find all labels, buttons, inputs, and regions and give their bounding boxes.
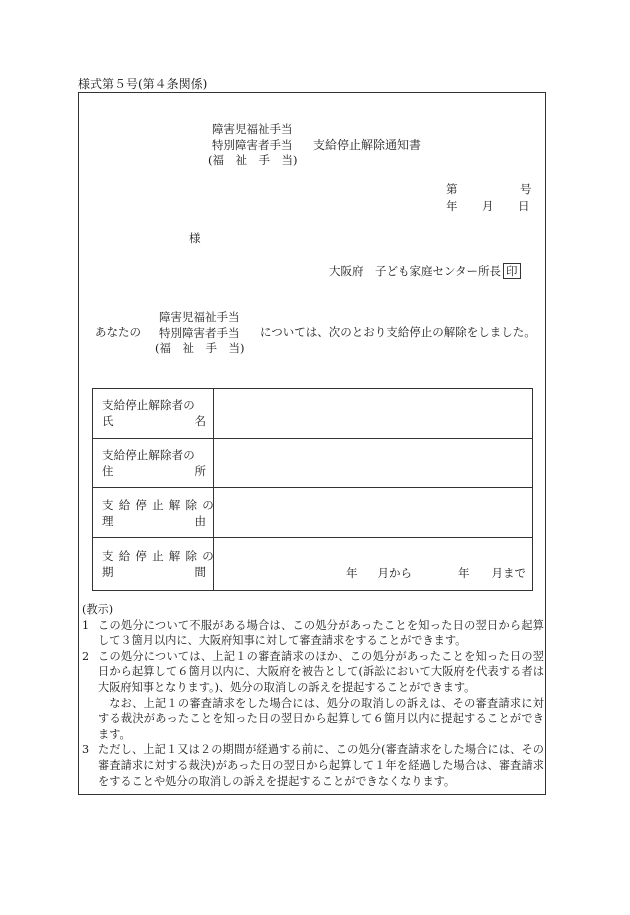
label-cell <box>93 488 219 538</box>
note-number: 2 <box>82 649 90 663</box>
date-day: 日 <box>518 199 530 213</box>
notes-heading: (教示) <box>82 603 114 616</box>
period-to-month: 月まで <box>491 566 526 581</box>
address-value-cell[interactable] <box>214 438 533 488</box>
instructions-notes <box>82 602 544 789</box>
table-row <box>93 438 533 488</box>
recipient-sama: 様 <box>189 231 201 245</box>
period-to-year: 年 <box>458 566 470 581</box>
statement-allowance-1: 障害児福祉手当 <box>159 310 240 324</box>
row-label-right: 所 <box>194 464 206 479</box>
statement-prefix: あなたの <box>95 325 141 339</box>
row-label-line1: 支給停止解除者の <box>102 398 195 413</box>
note-number: 3 <box>82 743 90 757</box>
title-allowance-2: 特別障害者手当 <box>212 137 293 152</box>
statement-allowance-3: (福 祉 手 当) <box>155 341 245 355</box>
name-value-cell[interactable] <box>214 389 533 439</box>
title-allowance-3: (福 祉 手 当) <box>208 153 298 167</box>
number-dai: 第 <box>446 182 458 196</box>
row-label-line1: 支給停止解除の <box>102 497 219 512</box>
row-label-left: 理 <box>102 513 114 528</box>
number-go: 号 <box>520 182 532 196</box>
title-allowance-list <box>208 122 297 169</box>
statement-suffix: については、次のとおり支給停止の解除をしました。 <box>260 325 536 339</box>
note-number: 1 <box>82 618 90 632</box>
form-number-label: 様式第５号(第４条関係) <box>78 77 208 91</box>
issuer <box>329 263 521 279</box>
row-label-line1: 支給停止解除者の <box>102 448 195 463</box>
issuer-name: 大阪府 子ども家庭センター所長 <box>329 264 502 278</box>
statement-allowance-2: 特別障害者手当 <box>159 325 240 340</box>
table-row <box>93 488 533 538</box>
note-item <box>82 618 544 649</box>
label-cell <box>93 438 214 488</box>
seal-mark: 印 <box>503 263 521 279</box>
note-item <box>82 742 544 789</box>
date-month: 月 <box>482 199 494 213</box>
label-cell <box>93 389 214 439</box>
note-text: ただし、上記１又は２の期間が経過する前に、この処分(審査請求をした場合には、その審査請求に対する裁決)があった日の翌日から起算して１年を経過した場合は、審査請求をすることや処分の取消しの訴えを提起することができなくなります。 <box>98 743 544 788</box>
statement-allowance-list <box>155 310 244 357</box>
row-label-left: 氏 <box>102 414 114 429</box>
period-from-year: 年 <box>346 566 358 581</box>
table-row <box>93 538 533 591</box>
note-continuation: なお、上記１の審査請求をした場合には、処分の取消しの訴えは、その審査請求に対する裁決があったことを知った日の翌日から起算して６箇月以内に提起することができます。 <box>98 696 544 741</box>
note-item <box>82 649 544 696</box>
note-text: この処分について不服がある場合は、この処分があったことを知った日の翌日から起算して３箇月以内に、大阪府知事に対して審査請求をすることができます。 <box>98 618 544 648</box>
reason-value-cell[interactable] <box>214 488 533 538</box>
document-title: 支給停止解除通知書 <box>313 138 422 152</box>
date-year: 年 <box>446 199 458 213</box>
row-label-left: 住 <box>102 464 114 479</box>
note-text: この処分については、上記１の審査請求のほか、この処分があったことを知った日の翌日から起算して６箇月以内に、大阪府を被告として(訴訟において大阪府を代表する者は大阪府知事となります。)、処分の取消しの訴えを提起することができます。 <box>98 649 544 694</box>
row-label-right: 間 <box>194 565 206 580</box>
row-label-right: 由 <box>194 513 206 528</box>
row-label-left: 期 <box>102 565 114 580</box>
row-label-line1: 支給停止解除の <box>102 549 219 564</box>
table-row <box>93 389 533 439</box>
period-value-cell[interactable] <box>214 538 533 591</box>
period-from-month: 月から <box>377 566 412 581</box>
details-table <box>92 388 533 591</box>
label-cell <box>93 538 219 591</box>
row-label-right: 名 <box>194 414 206 429</box>
title-allowance-1: 障害児福祉手当 <box>212 122 293 136</box>
